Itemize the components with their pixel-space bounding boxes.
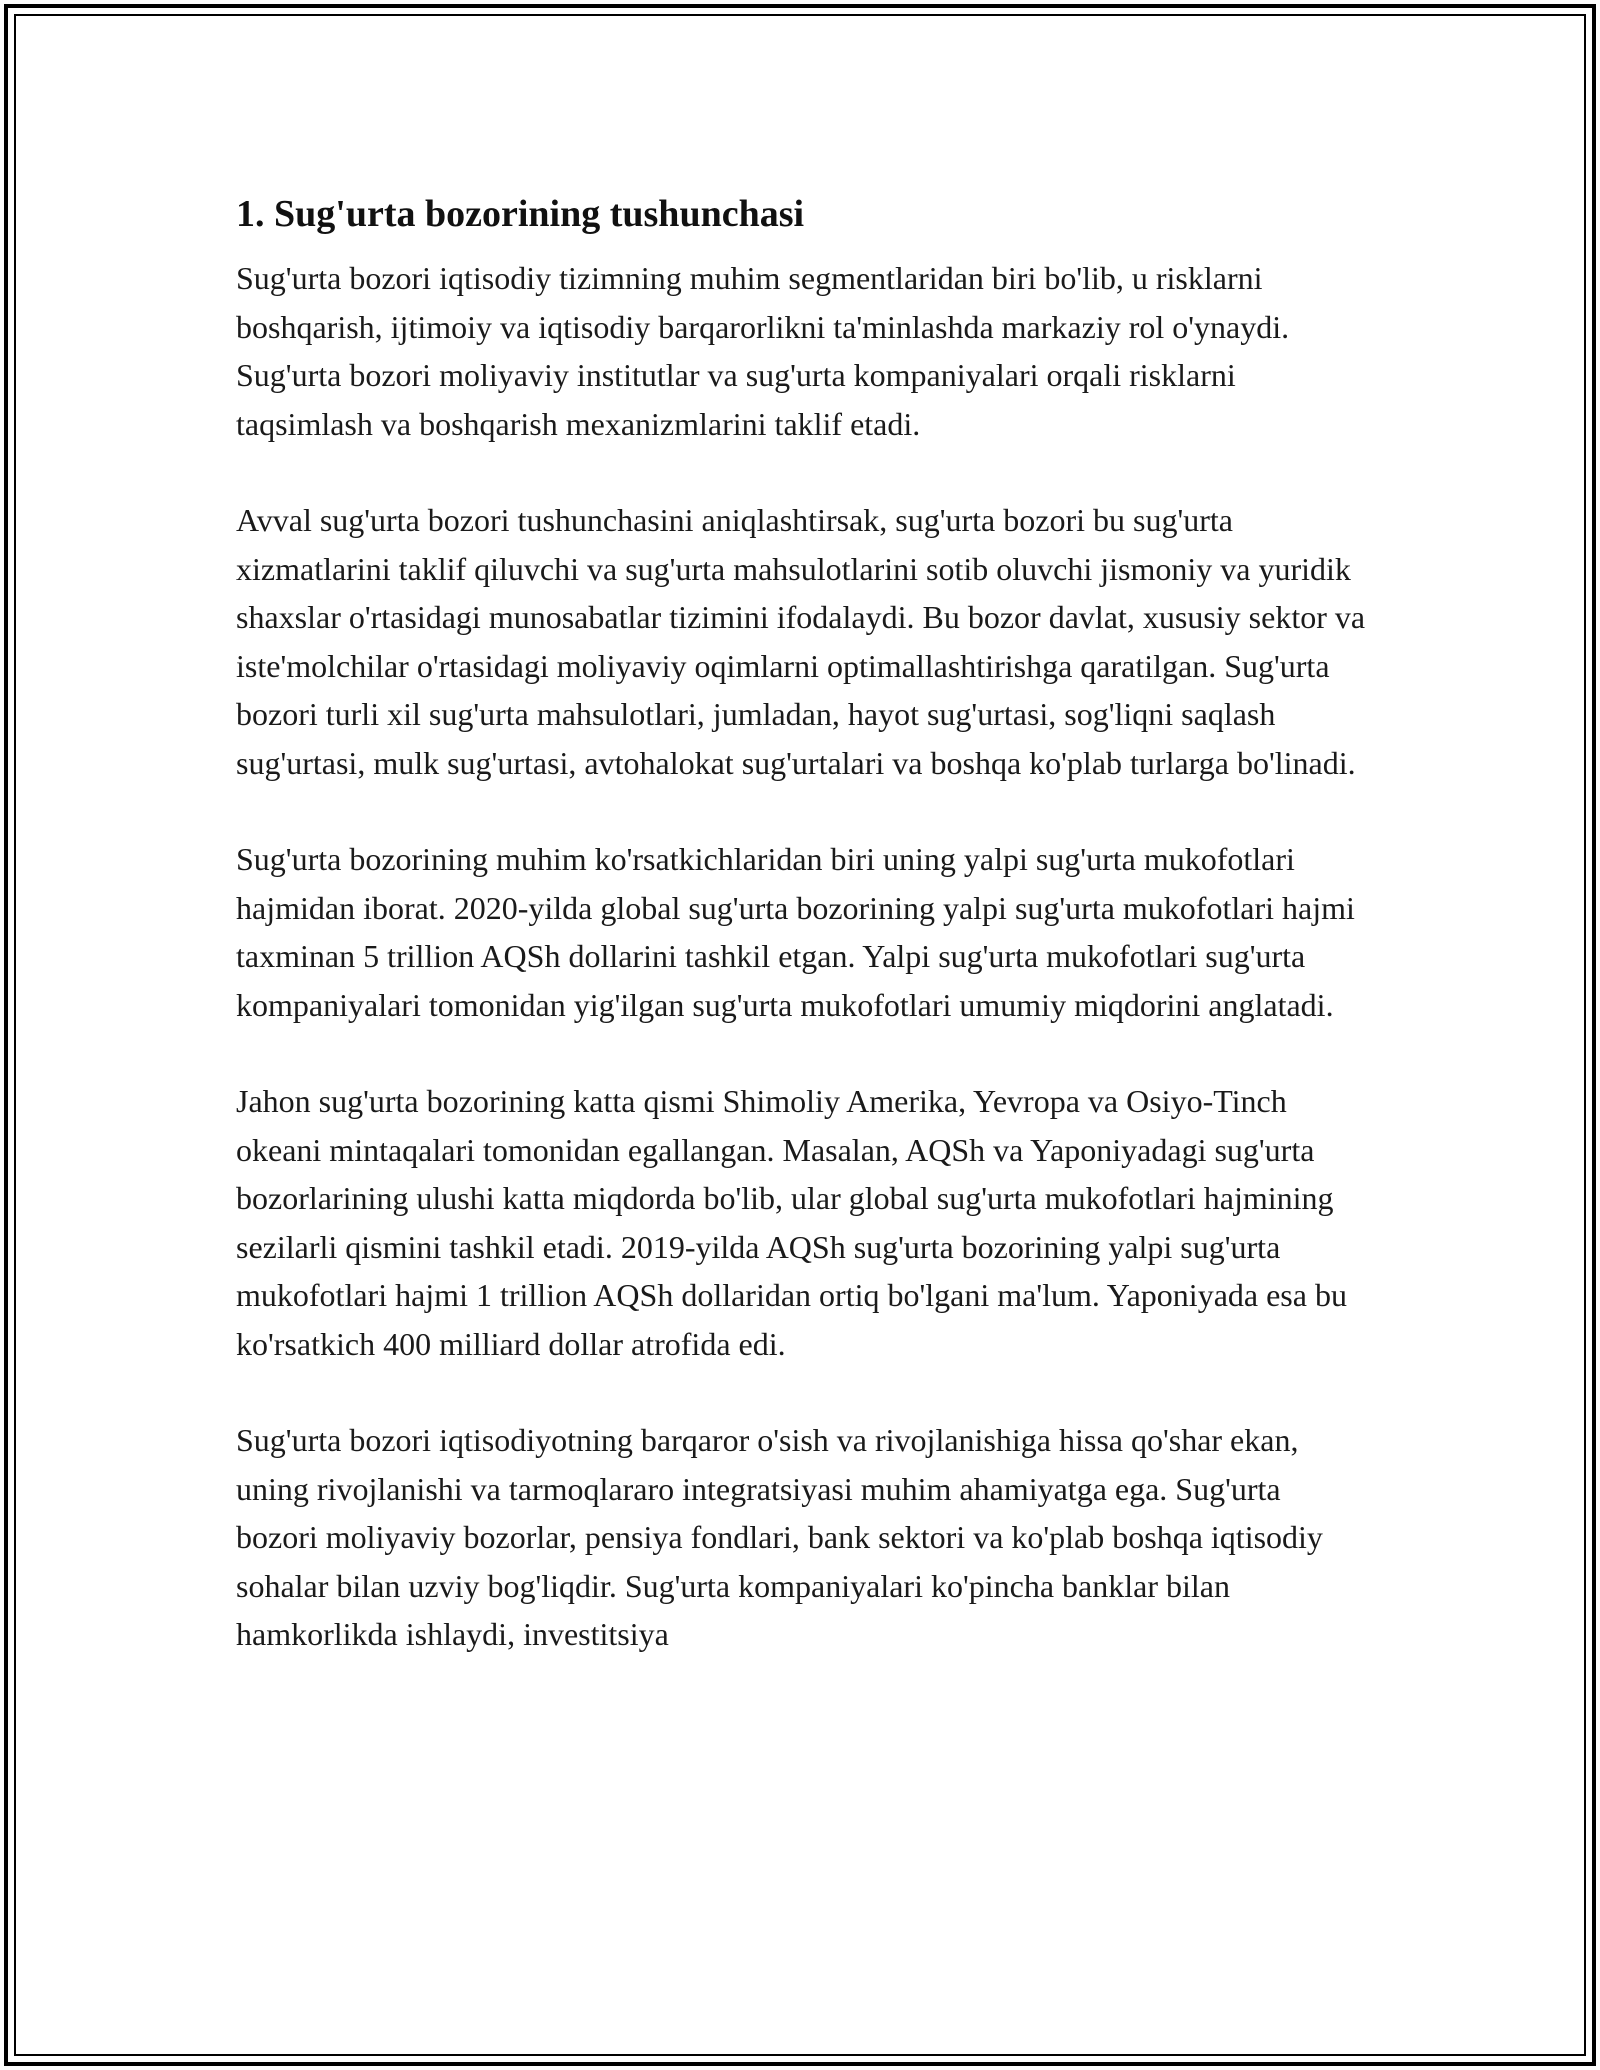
paragraph-1: Sug'urta bozori iqtisodiy tizimning muhim segmentlaridan biri bo'lib, u risklarni boshqarish, ijtimoiy va iqtisodiy barqarorlikni ta'minlashda markaziy rol o'ynaydi. Sug'urta bozori moliyaviy institutlar va sug'urta kompaniyalari orqali risklarni taqsimlash va boshqarish mexanizmlarini taklif etadi. — [236, 260, 1290, 442]
section-heading: 1. Sug'urta bozorining tushunchasi — [236, 193, 805, 235]
paragraph-4: Jahon sug'urta bozorining katta qismi Shimoliy Amerika, Yevropa va Osiyo-Tinch okeani mintaqalari tomonidan egallangan. Masalan, AQSh va Yaponiyadagi sug'urta bozorlarining ulushi katta miqdorda bo'lib, ular global sug'urta mukofotlari hajmining sezilarli qismini tashkil etadi. 2019-yilda AQSh sug'urta bozorining yalpi sug'urta mukofotlari hajmi 1 trillion AQSh dollaridan ortiq bo'lgani ma'lum. Yaponiyada esa bu ko'rsatkich 400 milliard dollar atrofida edi. — [236, 1083, 1347, 1362]
document-body — [236, 186, 1366, 1659]
paragraph-2: Avval sug'urta bozori tushunchasini aniqlashtirsak, sug'urta bozori bu sug'urta xizmatlarini taklif qiluvchi va sug'urta mahsulotlarini sotib oluvchi jismoniy va yuridik shaxslar o'rtasidagi munosabatlar tizimini ifodalaydi. Bu bozor davlat, xususiy sektor va iste'molchilar o'rtasidagi moliyaviy oqimlarni optimallashtirishga qaratilgan. Sug'urta bozori turli xil sug'urta mahsulotlari, jumladan, hayot sug'urtasi, sog'liqni saqlash sug'urtasi, mulk sug'urtasi, avtohalokat sug'urtalari va boshqa ko'plab turlarga bo'linadi. — [236, 502, 1366, 781]
paragraph-5: Sug'urta bozori iqtisodiyotning barqaror o'sish va rivojlanishiga hissa qo'shar ekan, uning rivojlanishi va tarmoqlararo integratsiyasi muhim ahamiyatga ega. Sug'urta bozori moliyaviy bozorlar, pensiya fondlari, bank sektori va ko'plab boshqa iqtisodiy sohalar bilan uzviy bog'liqdir. Sug'urta kompaniyalari ko'pincha banklar bilan hamkorlikda ishlaydi, investitsiya — [236, 1422, 1323, 1652]
paragraph-3: Sug'urta bozorining muhim ko'rsatkichlaridan biri uning yalpi sug'urta mukofotlari hajmidan iborat. 2020-yilda global sug'urta bozorining yalpi sug'urta mukofotlari hajmi taxminan 5 trillion AQSh dollarini tashkil etgan. Yalpi sug'urta mukofotlari sug'urta kompaniyalari tomonidan yig'ilgan sug'urta mukofotlari umumiy miqdorini anglatadi. — [236, 841, 1355, 1023]
